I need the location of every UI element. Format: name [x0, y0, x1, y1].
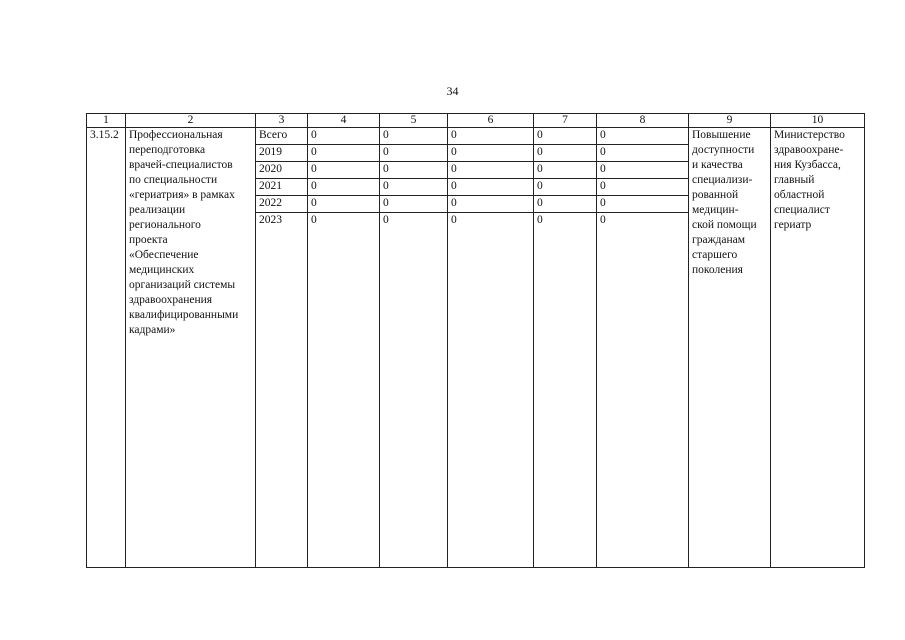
year-label: 2023 [256, 213, 308, 568]
value-cell: 0 [380, 145, 448, 162]
program-table [86, 113, 865, 568]
year-label: 2019 [256, 145, 308, 162]
header-cell-8: 8 [597, 114, 689, 128]
year-label: 2021 [256, 179, 308, 196]
header-cell-4: 4 [308, 114, 380, 128]
header-cell-7: 7 [534, 114, 597, 128]
table-row [87, 128, 865, 145]
expected-result: Повышение доступности и качества специализи- рованной медицин- ской помощи гражданам старшего поколения [689, 128, 771, 568]
value-cell: 0 [534, 196, 597, 213]
value-cell: 0 [597, 128, 689, 145]
value-cell: 0 [308, 145, 380, 162]
value-cell: 0 [308, 196, 380, 213]
value-cell: 0 [380, 196, 448, 213]
header-cell-10: 10 [771, 114, 865, 128]
value-cell: 0 [308, 213, 380, 568]
header-cell-2: 2 [126, 114, 256, 128]
value-cell: 0 [448, 145, 534, 162]
value-cell: 0 [448, 196, 534, 213]
value-cell: 0 [534, 128, 597, 145]
year-label: 2022 [256, 196, 308, 213]
value-cell: 0 [308, 128, 380, 145]
value-cell: 0 [380, 213, 448, 568]
header-cell-9: 9 [689, 114, 771, 128]
value-cell: 0 [308, 162, 380, 179]
value-cell: 0 [380, 162, 448, 179]
item-code: 3.15.2 [87, 128, 126, 568]
value-cell: 0 [597, 213, 689, 568]
responsible-executor: Министерство здравоохране- ния Кузбасса, главный областной специалист гериатр [771, 128, 865, 568]
value-cell: 0 [448, 128, 534, 145]
item-name: Профессиональная переподготовка врачей-специалистов по специальности «гериатрия» в рамках реализации регионального проекта «Обеспечение медицинских организаций системы здравоохранения квалифицированными кадрами» [126, 128, 256, 568]
year-label: 2020 [256, 162, 308, 179]
value-cell: 0 [597, 145, 689, 162]
header-cell-6: 6 [448, 114, 534, 128]
header-cell-3: 3 [256, 114, 308, 128]
value-cell: 0 [597, 162, 689, 179]
value-cell: 0 [534, 162, 597, 179]
page-number: 34 [446, 84, 459, 98]
value-cell: 0 [448, 213, 534, 568]
header-cell-1: 1 [87, 114, 126, 128]
value-cell: 0 [534, 179, 597, 196]
value-cell: 0 [534, 145, 597, 162]
value-cell: 0 [448, 162, 534, 179]
value-cell: 0 [597, 179, 689, 196]
value-cell: 0 [448, 179, 534, 196]
value-cell: 0 [597, 196, 689, 213]
header-cell-5: 5 [380, 114, 448, 128]
value-cell: 0 [380, 179, 448, 196]
header-row [87, 114, 865, 128]
value-cell: 0 [380, 128, 448, 145]
value-cell: 0 [534, 213, 597, 568]
year-label: Всего [256, 128, 308, 145]
value-cell: 0 [308, 179, 380, 196]
